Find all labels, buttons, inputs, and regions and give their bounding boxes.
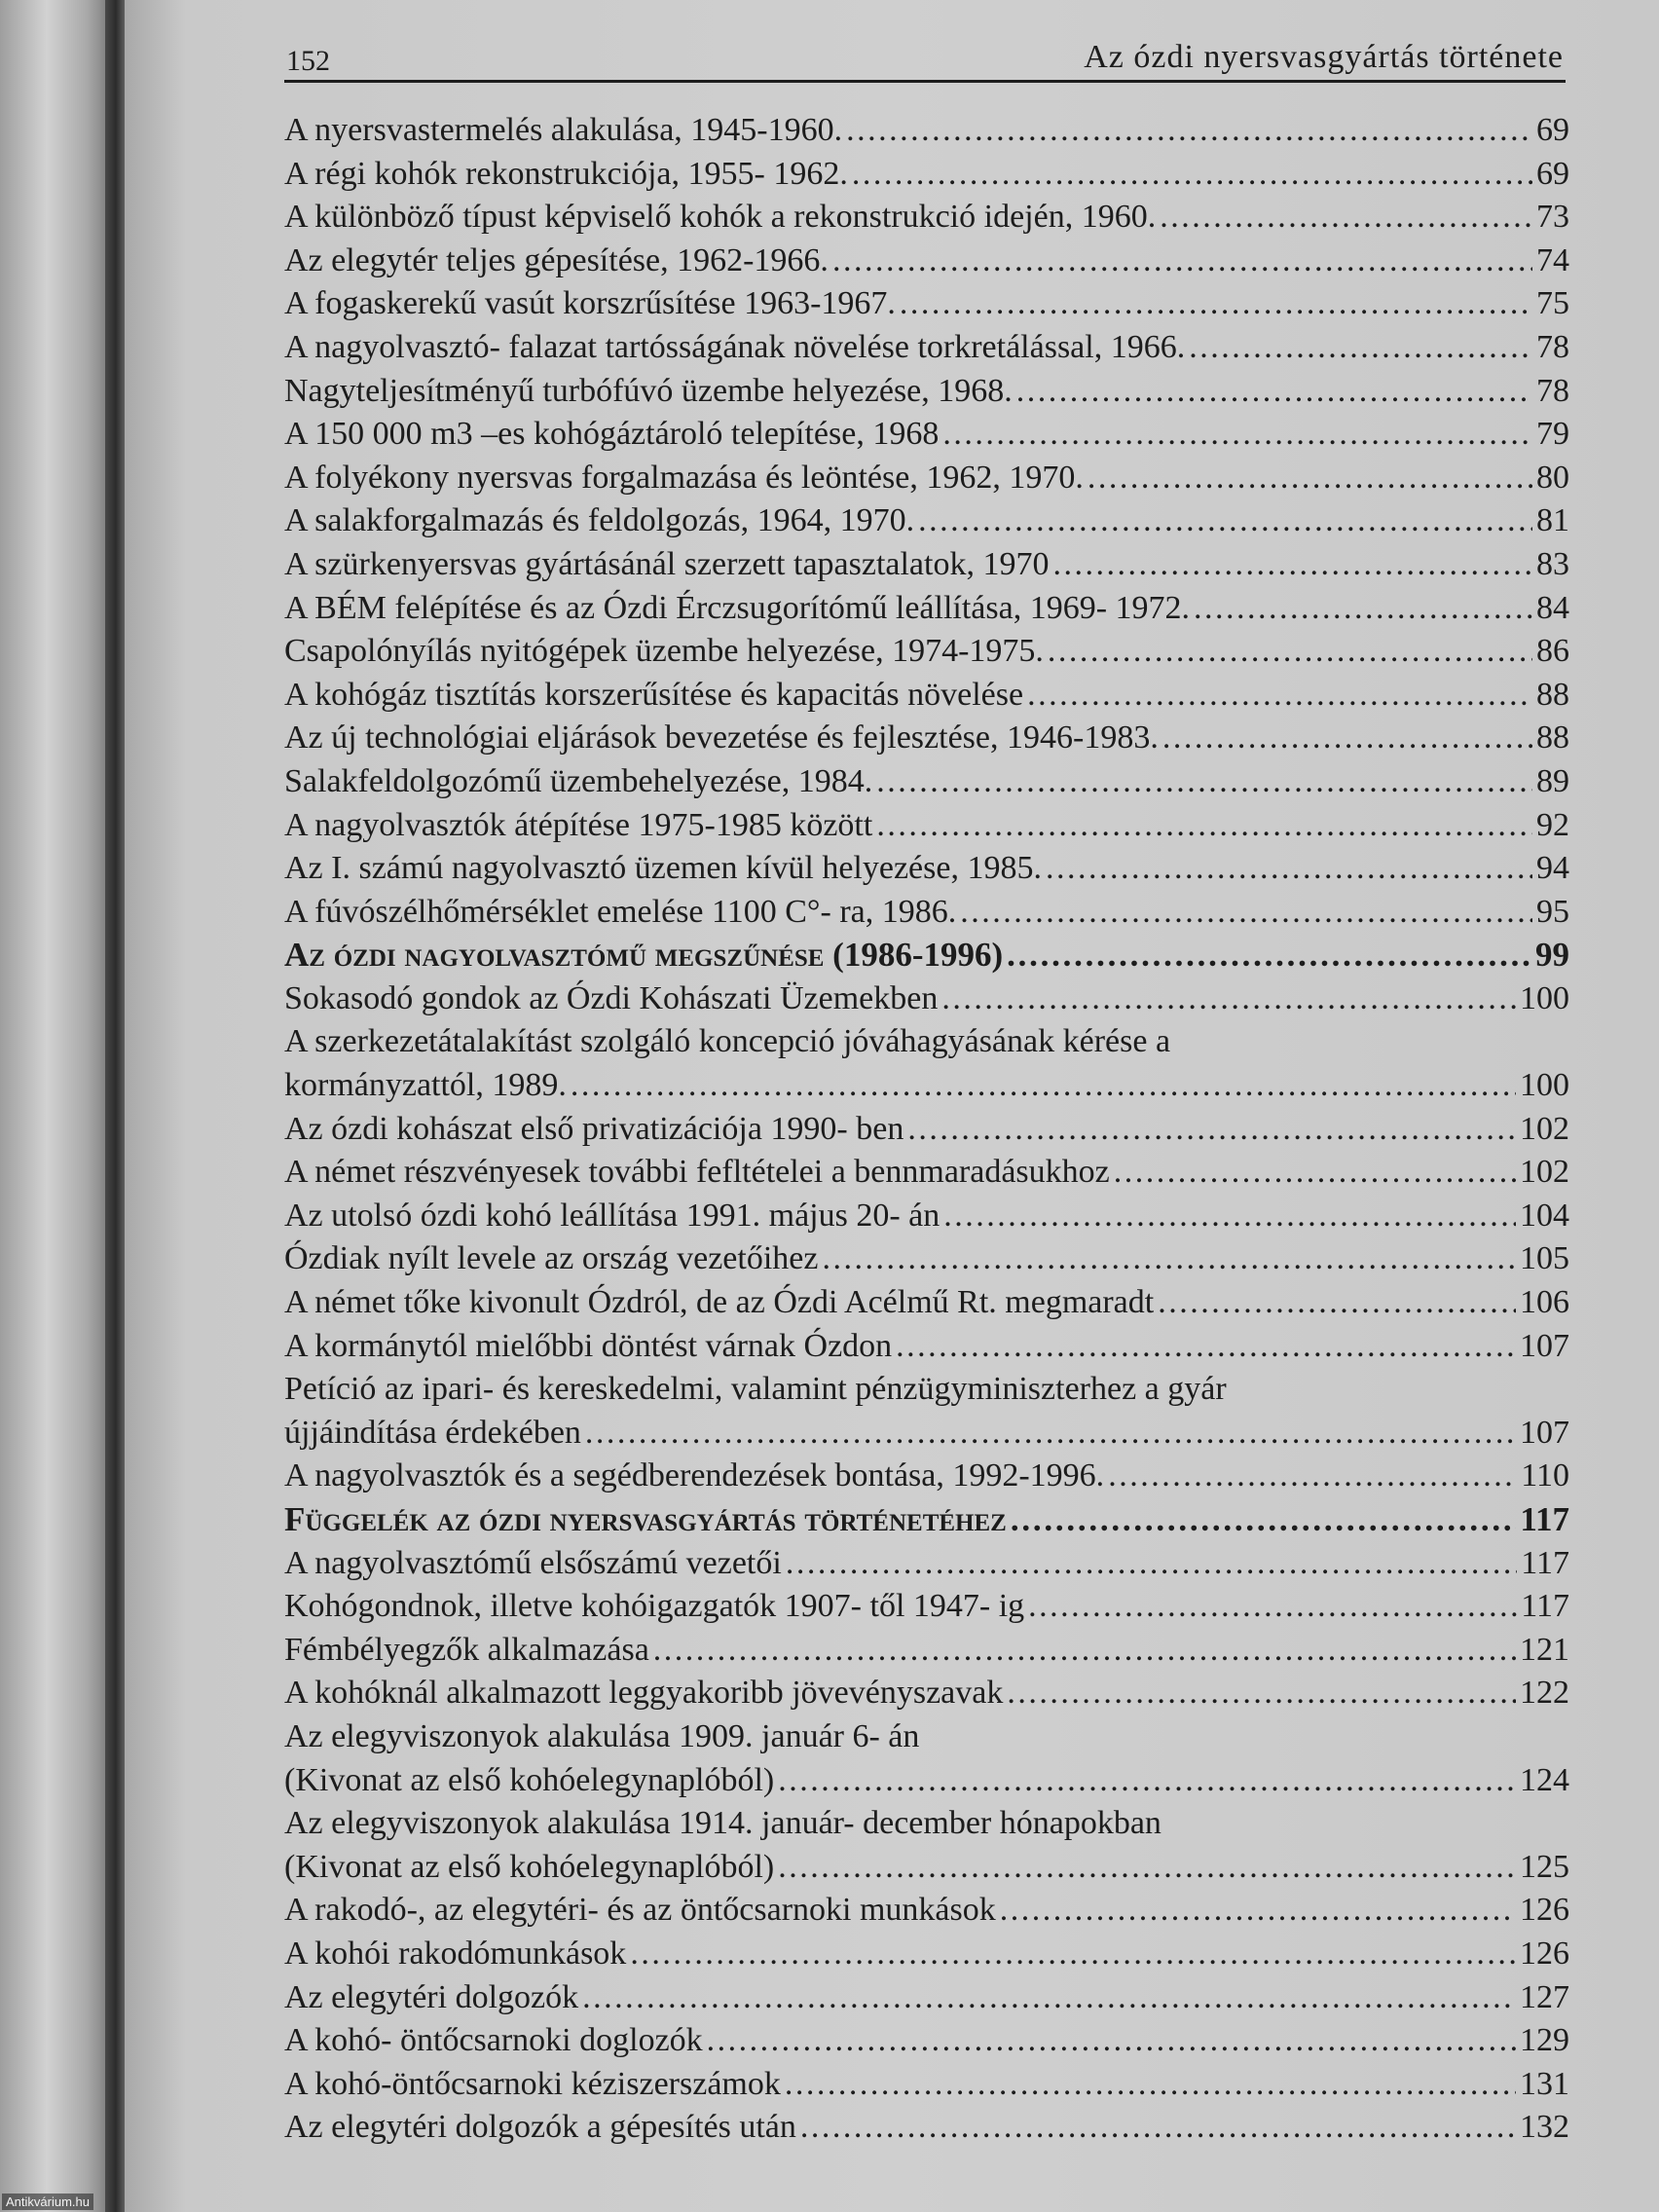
toc-entry — [284, 282, 1569, 326]
dot-leader — [778, 1846, 1516, 1890]
toc-entry-page: 88 — [1536, 719, 1569, 756]
toc-entry-row — [284, 1933, 1569, 1976]
dot-leader — [1088, 457, 1532, 500]
toc-entry-page: 100 — [1520, 979, 1569, 1016]
toc-entry-title: Az új technológiai eljárások bevezetése és fejlesztése, 1946-1983. — [284, 719, 1159, 756]
toc-entry-row — [284, 1672, 1569, 1715]
toc-entry — [284, 1802, 1569, 1889]
toc-entry-title: Salakfeldolgozómű üzembehelyezése, 1984. — [284, 762, 873, 799]
toc-entry-row — [284, 1064, 1569, 1108]
toc-entry — [284, 977, 1569, 1021]
toc-entry-page: 78 — [1536, 328, 1569, 365]
toc-entry-title-line: Az elegyviszonyok alakulása 1914. január- december hónapokban — [284, 1805, 1161, 1842]
toc-entry-row — [284, 1195, 1569, 1238]
toc-entry-page: 69 — [1536, 155, 1569, 192]
dot-leader — [941, 977, 1516, 1021]
toc-entry-row — [284, 1976, 1569, 2020]
toc-entry-page: 105 — [1520, 1240, 1569, 1277]
toc-entry-row — [284, 760, 1569, 804]
toc-entry-row — [284, 2019, 1569, 2063]
toc-entry — [284, 2106, 1569, 2150]
dot-leader — [1027, 674, 1532, 718]
toc-entry-page: 117 — [1520, 1500, 1569, 1538]
toc-entry-page: 80 — [1536, 459, 1569, 496]
watermark: Antikvárium.hu — [2, 2194, 93, 2210]
toc-entry-page: 124 — [1520, 1761, 1569, 1798]
toc-entry-page: 126 — [1520, 1892, 1569, 1929]
toc-entry-page: 83 — [1536, 545, 1569, 582]
dot-leader — [918, 499, 1532, 543]
toc-entry-row — [284, 1542, 1569, 1586]
toc-entry-page: 69 — [1536, 112, 1569, 148]
toc-entry-row — [284, 934, 1569, 977]
dot-leader — [1000, 1889, 1516, 1933]
table-of-contents — [284, 109, 1569, 2150]
toc-entry-page: 81 — [1536, 502, 1569, 539]
toc-entry — [284, 1672, 1569, 1715]
toc-entry-row — [284, 282, 1569, 326]
toc-entry-row — [284, 543, 1569, 587]
toc-entry-title: A nagyolvasztómű elsőszámú vezetői — [284, 1544, 782, 1581]
toc-entry — [284, 499, 1569, 543]
toc-entry-page: 107 — [1520, 1327, 1569, 1364]
page-number: 152 — [286, 45, 330, 77]
toc-entry — [284, 1368, 1569, 1455]
toc-entry-page: 129 — [1520, 2022, 1569, 2059]
toc-entry-row — [284, 1237, 1569, 1281]
toc-entry-page: 122 — [1520, 1675, 1569, 1712]
toc-entry-row — [284, 674, 1569, 718]
toc-entry-title: Fémbélyegzők alkalmazása — [284, 1631, 649, 1668]
toc-entry-row — [284, 413, 1569, 457]
toc-entry-row — [284, 457, 1569, 500]
toc-entry-title: A rakodó-, az elegytéri- és az öntőcsarnoki munkások — [284, 1892, 996, 1929]
toc-entry-page: 88 — [1536, 676, 1569, 713]
toc-entry-title: Sokasodó gondok az Ózdi Kohászati Üzemekben — [284, 979, 939, 1016]
page-header — [284, 25, 1566, 83]
dot-leader — [1052, 543, 1532, 587]
toc-entry-page: 73 — [1536, 199, 1569, 236]
toc-entry-page: 74 — [1536, 241, 1569, 278]
toc-entry-title-line: Petíció az ipari- és kereskedelmi, valamint pénzügyminiszterhez a gyár — [284, 1371, 1227, 1408]
toc-entry-row — [284, 370, 1569, 414]
toc-entry-page: 99 — [1535, 936, 1569, 975]
toc-entry-title: A fogaskerekű vasút korszrűsítése 1963-1967. — [284, 285, 896, 322]
toc-entry — [284, 153, 1569, 197]
dot-leader — [846, 109, 1532, 153]
toc-entry — [284, 370, 1569, 414]
running-title: Az ózdi nyersvasgyártás története — [1084, 39, 1564, 75]
dot-leader — [786, 1542, 1517, 1586]
toc-entry-title: A német részvényesek további fefltételei a bennmaradásukhoz — [284, 1154, 1110, 1191]
toc-chapter-entry — [284, 934, 1569, 977]
dot-leader — [1016, 370, 1532, 414]
dot-leader — [1160, 196, 1532, 240]
toc-entry-title: A szürkenyersvas gyártásánál szerzett tapasztalatok, 1970 — [284, 545, 1050, 582]
toc-entry — [284, 847, 1569, 891]
toc-entry-title-line: Az elegyviszonyok alakulása 1909. január 6- án — [284, 1717, 920, 1754]
toc-entry — [284, 891, 1569, 935]
toc-chapter-entry — [284, 1498, 1569, 1542]
toc-entry-title: A kormánytól mielőbbi döntést várnak Ózdon — [284, 1327, 893, 1364]
toc-entry-page: 125 — [1520, 1848, 1569, 1885]
toc-entry-page: 131 — [1520, 2065, 1569, 2102]
toc-entry-row — [284, 499, 1569, 543]
toc-entry-title: kormányzattól, 1989. — [284, 1067, 567, 1104]
toc-entry-page: 94 — [1536, 850, 1569, 887]
toc-entry-title: A régi kohók rekonstrukciója, 1955- 1962. — [284, 155, 848, 192]
toc-entry — [284, 1933, 1569, 1976]
dot-leader — [1114, 1151, 1516, 1195]
dot-leader — [707, 2019, 1516, 2063]
toc-entry-row — [284, 109, 1569, 153]
toc-entry-title: A nyersvastermelés alakulása, 1945-1960. — [284, 112, 843, 148]
toc-entry-row — [284, 1846, 1569, 1890]
dot-leader — [1194, 587, 1532, 631]
toc-entry-title: A kohógáz tisztítás korszerűsítése és kapacitás növelése — [284, 676, 1024, 713]
toc-entry-title: Az ózdi nagyolvasztómű megszűnése (1986-1996) — [284, 936, 1004, 975]
toc-entry — [284, 1020, 1569, 1107]
toc-entry-title: A kohó- öntőcsarnoki doglozók — [284, 2022, 703, 2059]
toc-entry — [284, 109, 1569, 153]
toc-entry-title: Ózdiak nyílt levele az ország vezetőihez — [284, 1240, 819, 1277]
toc-entry — [284, 413, 1569, 457]
toc-entry-row — [284, 891, 1569, 935]
dot-leader — [960, 891, 1532, 935]
toc-entry-row — [284, 2063, 1569, 2107]
toc-entry — [284, 1585, 1569, 1629]
toc-entry-title: A kohó-öntőcsarnoki kéziszerszámok — [284, 2065, 781, 2102]
dot-leader — [630, 1933, 1516, 1976]
toc-entry — [284, 1889, 1569, 1933]
toc-entry — [284, 1976, 1569, 2020]
toc-entry-page: 86 — [1536, 633, 1569, 670]
toc-entry-title: Az ózdi kohászat első privatizációja 1990- ben — [284, 1110, 904, 1147]
toc-entry — [284, 1151, 1569, 1195]
toc-entry-page: 95 — [1536, 893, 1569, 930]
toc-entry — [284, 2063, 1569, 2107]
toc-entry-row — [284, 977, 1569, 1021]
toc-entry-title: A nagyolvasztók és a segédberendezések bontása, 1992-1996. — [284, 1457, 1105, 1494]
toc-entry-page: 121 — [1520, 1631, 1569, 1668]
dot-leader — [1048, 630, 1532, 674]
toc-entry-row — [284, 1629, 1569, 1673]
toc-entry — [284, 1237, 1569, 1281]
toc-entry — [284, 1325, 1569, 1369]
toc-entry — [284, 543, 1569, 587]
toc-entry-title: A kohói rakodómunkások — [284, 1935, 627, 1972]
toc-entry-title: Az elegytéri dolgozók — [284, 1978, 579, 2015]
toc-entry — [284, 1455, 1569, 1498]
dot-leader — [585, 1412, 1516, 1456]
toc-entry-title: Az elegytér teljes gépesítése, 1962-1966. — [284, 241, 829, 278]
dot-leader — [942, 413, 1532, 457]
toc-entry-title: (Kivonat az első kohóelegynaplóból) — [284, 1848, 775, 1885]
toc-entry-page: 104 — [1520, 1197, 1569, 1234]
dot-leader — [1162, 717, 1532, 760]
toc-entry-row — [284, 1759, 1569, 1803]
toc-entry-row — [284, 804, 1569, 848]
toc-entry — [284, 760, 1569, 804]
toc-entry-page: 102 — [1520, 1110, 1569, 1147]
toc-entry-row — [284, 1498, 1569, 1542]
toc-entry — [284, 1195, 1569, 1238]
toc-entry-page: 127 — [1520, 1978, 1569, 2015]
dot-leader — [822, 1237, 1516, 1281]
toc-entry-row — [284, 1412, 1569, 1456]
toc-entry-page: 100 — [1520, 1067, 1569, 1104]
toc-entry-title: (Kivonat az első kohóelegynaplóból) — [284, 1761, 775, 1798]
toc-entry-row — [284, 587, 1569, 631]
toc-entry-title: A német tőke kivonult Ózdról, de az Ózdi Acélmű Rt. megmaradt — [284, 1284, 1155, 1321]
dot-leader — [907, 1108, 1516, 1152]
dot-leader — [1007, 1672, 1516, 1715]
toc-entry-row — [284, 1281, 1569, 1325]
toc-entry — [284, 1281, 1569, 1325]
toc-entry-page: 132 — [1520, 2109, 1569, 2146]
toc-entry-page: 110 — [1521, 1457, 1569, 1494]
toc-entry-title: A fúvószélhőmérséklet emelése 1100 C°- ra, 1986. — [284, 893, 957, 930]
toc-entry-page: 102 — [1520, 1154, 1569, 1191]
dot-leader — [582, 1976, 1516, 2020]
toc-entry-title: Az I. számú nagyolvasztó üzemen kívül helyezése, 1985. — [284, 850, 1042, 887]
dot-leader — [800, 2106, 1516, 2150]
toc-entry — [284, 587, 1569, 631]
toc-entry-page: 89 — [1536, 762, 1569, 799]
toc-entry-row — [284, 1151, 1569, 1195]
toc-entry-row — [284, 240, 1569, 283]
toc-entry-row — [284, 717, 1569, 760]
toc-entry-row — [284, 196, 1569, 240]
toc-entry-page: 78 — [1536, 372, 1569, 409]
toc-entry — [284, 1629, 1569, 1673]
dot-leader — [943, 1195, 1516, 1238]
dot-leader — [1108, 1455, 1517, 1498]
toc-entry-title: A kohóknál alkalmazott leggyakoribb jövevényszavak — [284, 1675, 1004, 1712]
toc-entry-title: Nagyteljesítményű turbófúvó üzembe helyezése, 1968. — [284, 372, 1013, 409]
toc-entry-page: 107 — [1520, 1414, 1569, 1451]
toc-entry-row — [284, 1585, 1569, 1629]
toc-entry — [284, 804, 1569, 848]
toc-entry-row — [284, 847, 1569, 891]
dot-leader — [876, 760, 1532, 804]
toc-entry-page: 117 — [1521, 1544, 1569, 1581]
toc-entry-row — [284, 1455, 1569, 1498]
toc-entry — [284, 326, 1569, 370]
toc-entry-page: 75 — [1536, 285, 1569, 322]
book-binding — [0, 0, 117, 2212]
dot-leader — [1007, 934, 1531, 977]
toc-entry-title: A folyékony nyersvas forgalmazása és leöntése, 1962, 1970. — [284, 459, 1084, 496]
binding-shadow — [105, 0, 127, 2212]
toc-entry — [284, 1108, 1569, 1152]
dot-leader — [1011, 1498, 1517, 1542]
toc-entry-title: Csapolónyílás nyitógépek üzembe helyezése, 1974-1975. — [284, 633, 1044, 670]
dot-leader — [1189, 326, 1532, 370]
toc-entry-page: 84 — [1536, 589, 1569, 626]
toc-entry-row — [284, 2106, 1569, 2150]
toc-entry-title: A BÉM felépítése és az Ózdi Érczsugorítómű leállítása, 1969- 1972. — [284, 589, 1191, 626]
dot-leader — [1046, 847, 1532, 891]
toc-entry-page: 117 — [1521, 1588, 1569, 1625]
toc-entry-row — [284, 153, 1569, 197]
toc-entry-row — [284, 326, 1569, 370]
toc-entry-row — [284, 1108, 1569, 1152]
toc-entry-page: 79 — [1536, 416, 1569, 453]
dot-leader — [778, 1759, 1516, 1803]
toc-entry — [284, 630, 1569, 674]
dot-leader — [653, 1629, 1516, 1673]
toc-entry-title: A különböző típust képviselő kohók a rekonstrukció idején, 1960. — [284, 199, 1157, 236]
toc-entry-title: Az elegytéri dolgozók a gépesítés után — [284, 2109, 796, 2146]
toc-entry-title: A 150 000 m3 –es kohógáztároló telepítése, 1968 — [284, 416, 940, 453]
toc-entry — [284, 196, 1569, 240]
toc-entry-title: A nagyolvasztó- falazat tartósságának növelése torkretálással, 1966. — [284, 328, 1186, 365]
toc-entry — [284, 1542, 1569, 1586]
toc-entry — [284, 457, 1569, 500]
dot-leader — [896, 1325, 1516, 1369]
dot-leader — [785, 2063, 1516, 2107]
dot-leader — [1028, 1585, 1517, 1629]
toc-entry-title: A salakforgalmazás és feldolgozás, 1964, 1970. — [284, 502, 915, 539]
dot-leader — [852, 153, 1532, 197]
toc-entry — [284, 674, 1569, 718]
dot-leader — [1158, 1281, 1516, 1325]
toc-entry-title: Az utolsó ózdi kohó leállítása 1991. május 20- án — [284, 1197, 940, 1234]
toc-entry-title: újjáindítása érdekében — [284, 1414, 581, 1451]
toc-entry-row — [284, 1325, 1569, 1369]
dot-leader — [571, 1064, 1516, 1108]
toc-entry-page: 92 — [1536, 806, 1569, 843]
dot-leader — [876, 804, 1532, 848]
toc-entry-title-line: A szerkezetátalakítást szolgáló koncepció jóváhagyásának kérése a — [284, 1023, 1171, 1060]
toc-entry-row — [284, 630, 1569, 674]
toc-entry-title: Függelék az ózdi nyersvasgyártás történetéhez — [284, 1500, 1007, 1538]
toc-entry — [284, 1715, 1569, 1802]
toc-entry — [284, 717, 1569, 760]
toc-entry-title: A nagyolvasztók átépítése 1975-1985 között — [284, 806, 873, 843]
toc-entry-page: 126 — [1520, 1935, 1569, 1972]
toc-entry — [284, 2019, 1569, 2063]
dot-leader — [900, 282, 1532, 326]
toc-entry — [284, 240, 1569, 283]
dot-leader — [832, 240, 1532, 283]
toc-entry-page: 106 — [1520, 1284, 1569, 1321]
toc-entry-row — [284, 1889, 1569, 1933]
toc-entry-title: Kohógondnok, illetve kohóigazgatók 1907- től 1947- ig — [284, 1588, 1025, 1625]
